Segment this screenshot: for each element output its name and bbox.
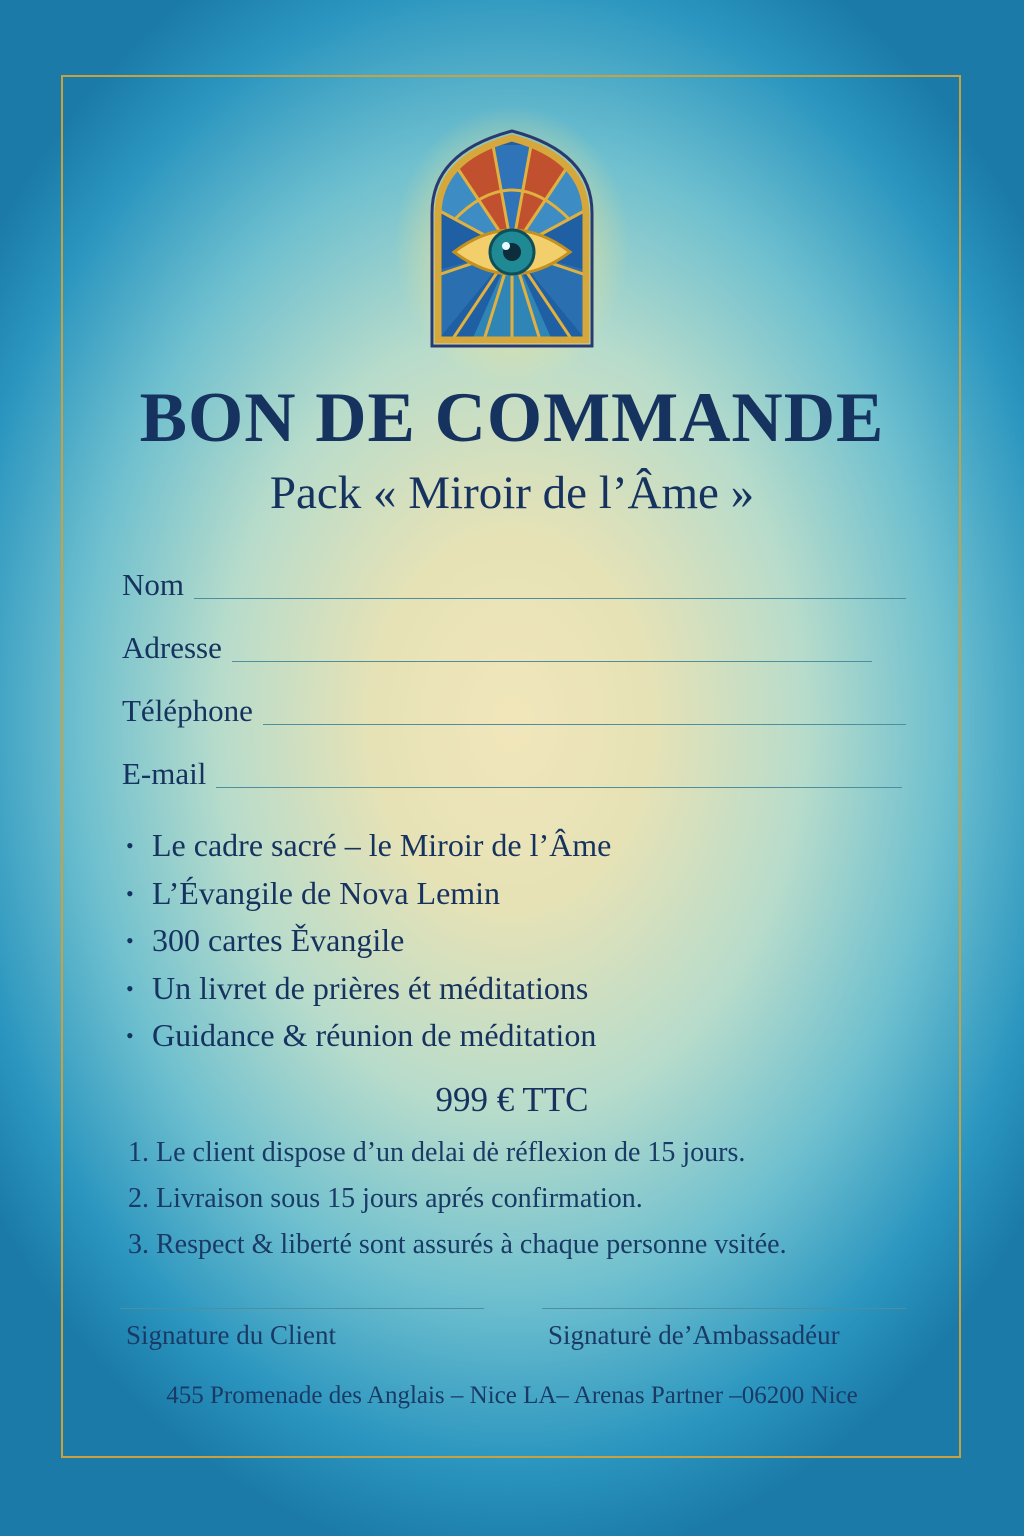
bullet-icon: • — [126, 1023, 134, 1048]
list-item — [126, 822, 611, 870]
price: 999 € TTC — [435, 1080, 589, 1119]
client-signature-line[interactable] — [120, 1308, 484, 1309]
list-item — [126, 965, 611, 1013]
address-field[interactable] — [122, 626, 872, 666]
list-item — [126, 1012, 611, 1060]
client-signature-block[interactable] — [120, 1308, 484, 1353]
page-title: BON DE COMMANDE — [139, 379, 885, 457]
list-item — [126, 917, 611, 965]
list-item-text: Guidance & réunion de méditation — [152, 1017, 597, 1053]
page-subtitle: Pack « Miroir de l’Âme » — [269, 467, 755, 519]
condition-item: 1. Le client dispose d’un delai dė réflexion de 15 jours. — [128, 1137, 746, 1168]
address-field-line[interactable] — [232, 660, 872, 662]
client-signature-label: Signature du Client — [126, 1320, 336, 1350]
list-item-text: 300 cartes Ěvangile — [152, 922, 405, 958]
footer-address: 455 Promenade des Anglais – Nice LA– Arenas Partner –06200 Nice — [166, 1382, 858, 1409]
name-field-label: Nom — [122, 567, 184, 602]
phone-field-line[interactable] — [263, 723, 906, 725]
conditions-list — [128, 1130, 787, 1268]
list-item-text: Un livret de prières ét méditations — [152, 969, 589, 1006]
condition-item: 3. Respect & liberté sont assurés à chaque personne vsitée. — [128, 1229, 787, 1260]
bullet-icon: • — [126, 928, 134, 953]
name-field-line[interactable] — [194, 597, 906, 599]
email-field-label: E-mail — [122, 756, 207, 791]
pack-contents-list — [126, 822, 611, 1060]
email-field[interactable] — [122, 752, 902, 792]
name-field[interactable] — [122, 563, 906, 603]
list-item-text: Le cadre sacré – le Miroir de l’Âme — [152, 827, 612, 863]
list-item — [126, 870, 611, 918]
phone-field-label: Téléphone — [122, 693, 253, 728]
list-item-text: L’Évangile de Nova Lemin — [152, 874, 501, 911]
ambassador-signature-line[interactable] — [542, 1308, 906, 1309]
bullet-icon: • — [126, 833, 134, 858]
ambassador-signature-label: Signaturė de’Ambassadéur — [548, 1320, 840, 1350]
email-field-line[interactable] — [216, 786, 902, 788]
condition-item: 2. Livraison sous 15 jours aprés confirmation. — [128, 1183, 643, 1214]
stained-glass-eye-icon — [392, 100, 632, 390]
address-field-label: Adresse — [122, 630, 222, 665]
bullet-icon: • — [126, 975, 134, 1001]
bullet-icon: • — [126, 880, 134, 906]
phone-field[interactable] — [122, 689, 906, 729]
ambassador-signature-block[interactable] — [542, 1308, 906, 1353]
